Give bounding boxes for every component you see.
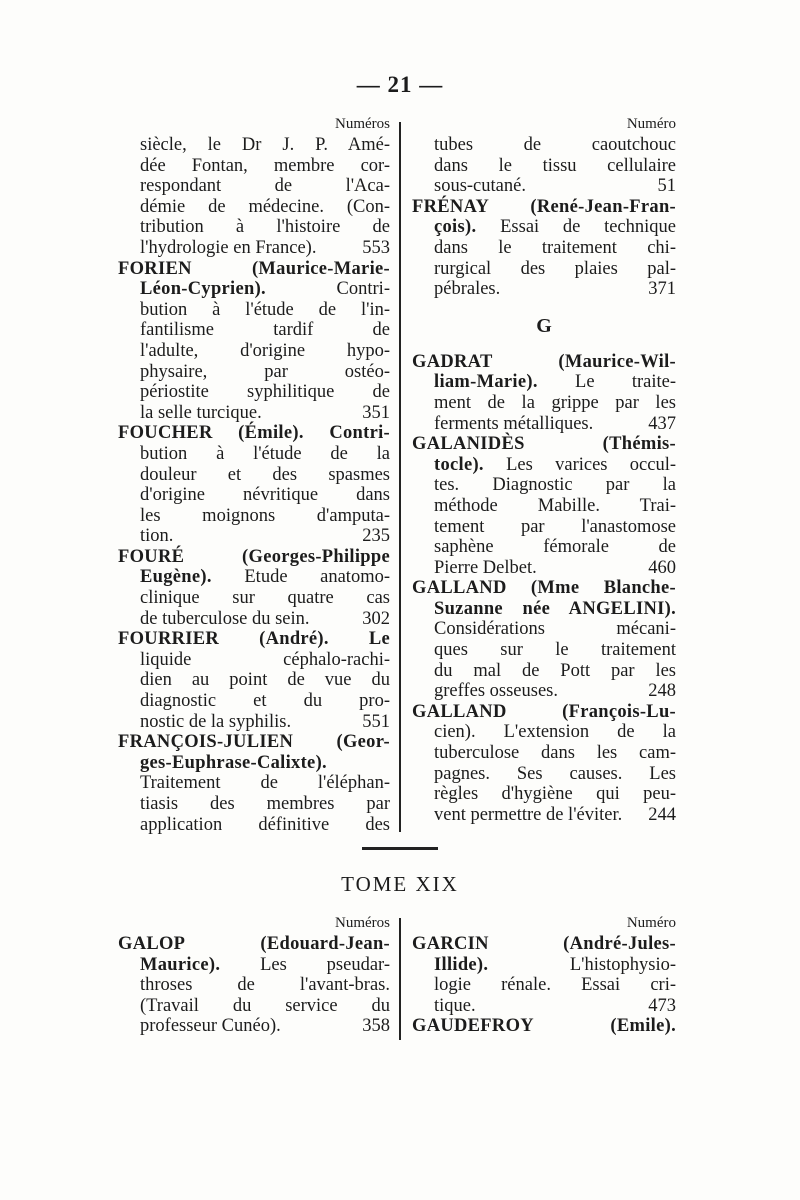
- entry-text-line: [118, 712, 390, 733]
- author-given-names-continued: Maurice).: [140, 954, 221, 975]
- entry-text-line: [118, 135, 390, 156]
- entry-text-line: [118, 815, 390, 836]
- page-number: — 21 —: [356, 72, 444, 97]
- author-given-names-continued: ges-Euphrase-Calixte).: [140, 752, 327, 773]
- entry-text-line: [118, 320, 390, 341]
- thesis-number: 460: [648, 557, 676, 578]
- thesis-title-text: respondant de l'Aca-: [140, 176, 390, 197]
- author-surname: FORIEN: [118, 258, 192, 279]
- author-given-names: (René-Jean-Fran-: [488, 196, 676, 217]
- thesis-title-text: logie rénale. Essai cri-: [434, 975, 676, 996]
- thesis-number: 235: [362, 526, 390, 547]
- author-given-names: (Emile).: [533, 1016, 676, 1037]
- entry-text-line: [118, 156, 390, 177]
- thesis-title-text: Pierre Delbet.: [434, 557, 537, 578]
- entry-text-line: [118, 609, 390, 630]
- author-given-names: (André). Le: [219, 629, 390, 650]
- entry-first-line: [118, 423, 390, 444]
- thesis-title-text: tes. Diagnostic par la: [434, 475, 676, 496]
- section1-right-column: [412, 113, 676, 825]
- thesis-title-text: douleur et des spasmes: [140, 464, 390, 485]
- entry-text-line: [118, 670, 390, 691]
- thesis-title-text: Considérations mécani-: [434, 619, 676, 640]
- author-given-names: (Edouard-Jean-: [184, 934, 390, 954]
- entry-text-line: [412, 784, 676, 805]
- entry-text-line: [412, 661, 676, 682]
- thesis-title-text: du mal de Pott par les: [434, 660, 676, 681]
- thesis-title-text: tubes de caoutchouc: [434, 135, 676, 155]
- alphabet-section-letter: G: [536, 314, 552, 337]
- thesis-title-text: règles d'hygiène qui peu-: [434, 784, 676, 805]
- author-given-names-continued: Eugène).: [140, 567, 212, 588]
- column-header: Numéros: [335, 915, 390, 931]
- author-surname: GALLAND: [412, 701, 507, 722]
- entry-text-line: [412, 259, 676, 280]
- author-surname: GARCIN: [412, 934, 489, 954]
- thesis-title-text: professeur Cunéo).: [140, 1016, 281, 1037]
- thesis-title-text: nostic de la syphilis.: [140, 711, 292, 732]
- entry-text-line: [118, 794, 390, 815]
- entry-text-line: [412, 372, 676, 393]
- thesis-title-text: ques sur le traitement: [434, 640, 676, 661]
- thesis-title-text: bution à l'étude de l'in-: [140, 299, 390, 320]
- thesis-title-text: diagnostic et du pro-: [140, 691, 390, 712]
- entry-text-line: [412, 135, 676, 156]
- author-given-names: (Émile). Contri-: [212, 423, 390, 444]
- column-header: Numéro: [626, 915, 676, 931]
- thesis-title-text: périostite syphilitique de: [140, 382, 390, 403]
- section2-right-column: [412, 912, 676, 1037]
- author-given-names: (Maurice-Wil-: [492, 351, 676, 372]
- entry-text-line: [412, 217, 676, 238]
- column-divider: [399, 918, 401, 1040]
- thesis-title-text: dée Fontan, membre cor-: [140, 155, 390, 176]
- entry-text-line: [118, 567, 390, 588]
- thesis-title-text: Etude anatomo-: [211, 567, 390, 588]
- thesis-title-text: pagnes. Ses causes. Les: [434, 763, 676, 784]
- author-surname: GALOP: [118, 934, 185, 954]
- entry-text-line: [118, 403, 390, 424]
- entry-first-line: [412, 702, 676, 723]
- author-given-names-continued: Suzanne née ANGELINI).: [434, 598, 676, 619]
- author-given-names: (André-Jules-: [488, 934, 676, 954]
- author-surname: GALANIDÈS: [412, 434, 525, 455]
- author-given-names: (Mme Blanche-: [506, 578, 676, 599]
- entry-text-line: [412, 743, 676, 764]
- entry-text-line: [412, 996, 676, 1017]
- thesis-title-text: liquide céphalo-rachi-: [140, 649, 390, 670]
- entry-first-line: [118, 934, 390, 955]
- thesis-title-text: Les pseudar-: [220, 954, 390, 975]
- thesis-number: 371: [648, 279, 676, 300]
- entry-text-line: [118, 300, 390, 321]
- thesis-title-text: L'histophysio-: [488, 954, 676, 975]
- thesis-title-text: Contri-: [266, 279, 390, 300]
- entry-first-line: [412, 434, 676, 455]
- entry-text-line: [412, 537, 676, 558]
- entry-first-line: [412, 578, 676, 599]
- thesis-title-text: fantilisme tardif de: [140, 320, 390, 341]
- entry-text-line: [412, 619, 676, 640]
- author-surname: FRÉNAY: [412, 196, 489, 217]
- entry-text-line: [118, 773, 390, 794]
- entry-text-line: [118, 444, 390, 465]
- author-surname: GADRAT: [412, 351, 493, 372]
- author-given-names-continued: çois).: [434, 217, 477, 238]
- thesis-title-text: dien au point de vue du: [140, 670, 390, 691]
- entry-text-line: [118, 197, 390, 218]
- thesis-title-text: de tuberculose du sein.: [140, 608, 310, 629]
- entry-text-line: [412, 393, 676, 414]
- thesis-title-text: tiasis des membres par: [140, 794, 390, 814]
- author-surname: FOURRIER: [118, 629, 220, 650]
- entry-text-line: [118, 238, 390, 259]
- thesis-title-text: les moignons d'amputa-: [140, 505, 390, 526]
- thesis-title-text: dans le tissu cellulaire: [434, 155, 676, 176]
- thesis-number: 553: [362, 237, 390, 258]
- thesis-title-text: d'origine névritique dans: [140, 485, 390, 506]
- entry-first-line: [118, 259, 390, 280]
- entry-first-line: [118, 629, 390, 650]
- thesis-number: 551: [362, 711, 390, 732]
- thesis-title-text: Traitement de l'éléphan-: [140, 773, 390, 794]
- thesis-title-text: tement par l'anastomose: [434, 516, 676, 537]
- thesis-title-text: rurgical des plaies pal-: [434, 258, 676, 279]
- author-given-names: (Maurice-Marie-: [191, 258, 390, 279]
- thesis-title-text: bution à l'étude de la: [140, 443, 390, 464]
- thesis-title-text: l'hydrologie en France).: [140, 237, 317, 258]
- author-given-names: (Thémis-: [524, 434, 676, 455]
- thesis-number: 437: [648, 413, 676, 434]
- thesis-number: 351: [362, 402, 390, 423]
- thesis-title-text: saphène fémorale de: [434, 537, 676, 558]
- thesis-title-text: pébrales.: [434, 279, 501, 300]
- thesis-title-text: application définitive des: [140, 814, 390, 835]
- entry-text-line: [118, 382, 390, 403]
- thesis-title-text: Le traite-: [537, 372, 676, 393]
- entry-text-line: [412, 496, 676, 517]
- entry-text-line: [412, 156, 676, 177]
- author-given-names: (Georges-Philippe: [184, 546, 390, 567]
- thesis-title-text: physaire, par ostéo-: [140, 361, 390, 382]
- thesis-title-text: cien). L'extension de la: [434, 722, 676, 743]
- thesis-title-text: throses de l'avant-bras.: [140, 975, 390, 996]
- thesis-title-text: vent permettre de l'éviter.: [434, 804, 623, 825]
- entry-text-line: [412, 805, 676, 826]
- author-given-names-continued: Illide).: [434, 954, 489, 975]
- entry-text-line: [118, 465, 390, 486]
- entry-text-line: [118, 485, 390, 506]
- entry-text-line: [412, 238, 676, 259]
- thesis-title-text: Les varices occul-: [483, 454, 676, 475]
- entry-text-line: [412, 599, 676, 620]
- author-surname: FOURÉ: [118, 546, 185, 567]
- entry-text-line: [412, 764, 676, 785]
- entry-text-line: [412, 517, 676, 538]
- tome-heading: TOME XIX: [341, 872, 459, 896]
- thesis-number: 358: [362, 1016, 390, 1037]
- thesis-title-text: tique.: [434, 995, 476, 1016]
- thesis-title-text: l'adulte, d'origine hypo-: [140, 340, 390, 361]
- thesis-title-text: démie de médecine. (Con-: [140, 196, 390, 217]
- entry-first-line: [412, 1016, 676, 1037]
- entry-text-line: [118, 217, 390, 238]
- section1-left-column: [118, 113, 390, 835]
- entry-text-line: [412, 681, 676, 702]
- entry-first-line: [118, 732, 390, 753]
- author-surname: GAUDEFROY: [412, 1016, 534, 1037]
- entry-text-line: [118, 691, 390, 712]
- thesis-title-text: la selle turcique.: [140, 402, 262, 423]
- entry-text-line: [118, 753, 390, 774]
- author-surname: FOUCHER: [118, 423, 213, 444]
- entry-first-line: [118, 547, 390, 568]
- entry-first-line: [412, 352, 676, 373]
- thesis-title-text: Essai de technique: [476, 217, 676, 238]
- entry-text-line: [118, 1016, 390, 1037]
- thesis-title-text: clinique sur quatre cas: [140, 588, 390, 609]
- thesis-title-text: ferments métalliques.: [434, 413, 594, 434]
- section2-left-column: [118, 912, 390, 1037]
- entry-text-line: [412, 640, 676, 661]
- entry-text-line: [412, 558, 676, 579]
- entry-text-line: [412, 955, 676, 976]
- entry-text-line: [118, 588, 390, 609]
- entry-first-line: [412, 197, 676, 218]
- thesis-number: 473: [648, 995, 676, 1016]
- thesis-title-text: tribution à l'histoire de: [140, 217, 390, 238]
- entry-text-line: [412, 975, 676, 996]
- entry-text-line: [118, 362, 390, 383]
- entry-text-line: [412, 455, 676, 476]
- thesis-number: 248: [648, 681, 676, 702]
- entry-text-line: [412, 176, 676, 197]
- section-divider-rule: [362, 847, 438, 850]
- column-divider: [399, 122, 401, 832]
- entry-first-line: [412, 934, 676, 955]
- entry-text-line: [118, 996, 390, 1017]
- entry-text-line: [118, 506, 390, 527]
- entry-text-line: [118, 526, 390, 547]
- entry-text-line: [118, 650, 390, 671]
- entry-text-line: [412, 414, 676, 435]
- thesis-title-text: siècle, le Dr J. P. Amé-: [140, 135, 390, 155]
- author-given-names-continued: liam-Marie).: [434, 372, 538, 393]
- author-given-names: (François-Lu-: [506, 701, 676, 722]
- thesis-title-text: sous-cutané.: [434, 176, 526, 197]
- entry-text-line: [118, 341, 390, 362]
- entry-text-line: [118, 279, 390, 300]
- author-given-names: (Geor-: [293, 732, 390, 753]
- entry-text-line: [118, 176, 390, 197]
- entry-text-line: [412, 475, 676, 496]
- thesis-title-text: dans le traitement chi-: [434, 237, 676, 258]
- entry-text-line: [412, 279, 676, 300]
- thesis-title-text: tion.: [140, 526, 174, 547]
- column-header: Numéro: [626, 116, 676, 132]
- entry-text-line: [118, 955, 390, 976]
- thesis-number: 244: [648, 804, 676, 825]
- thesis-title-text: greffes osseuses.: [434, 681, 558, 702]
- author-surname: GALLAND: [412, 578, 507, 599]
- entry-text-line: [412, 722, 676, 743]
- thesis-title-text: (Travail du service du: [140, 995, 390, 1016]
- thesis-number: 302: [362, 608, 390, 629]
- column-header: Numéros: [335, 116, 390, 132]
- author-given-names-continued: tocle).: [434, 454, 484, 475]
- entry-text-line: [118, 975, 390, 996]
- thesis-number: 51: [657, 176, 676, 197]
- thesis-title-text: ment de la grippe par les: [434, 392, 676, 413]
- thesis-title-text: tuberculose dans les cam-: [434, 743, 676, 764]
- author-surname: FRANÇOIS-JULIEN: [118, 732, 294, 753]
- thesis-title-text: méthode Mabille. Trai-: [434, 495, 676, 516]
- author-given-names-continued: Léon-Cyprien).: [140, 279, 266, 300]
